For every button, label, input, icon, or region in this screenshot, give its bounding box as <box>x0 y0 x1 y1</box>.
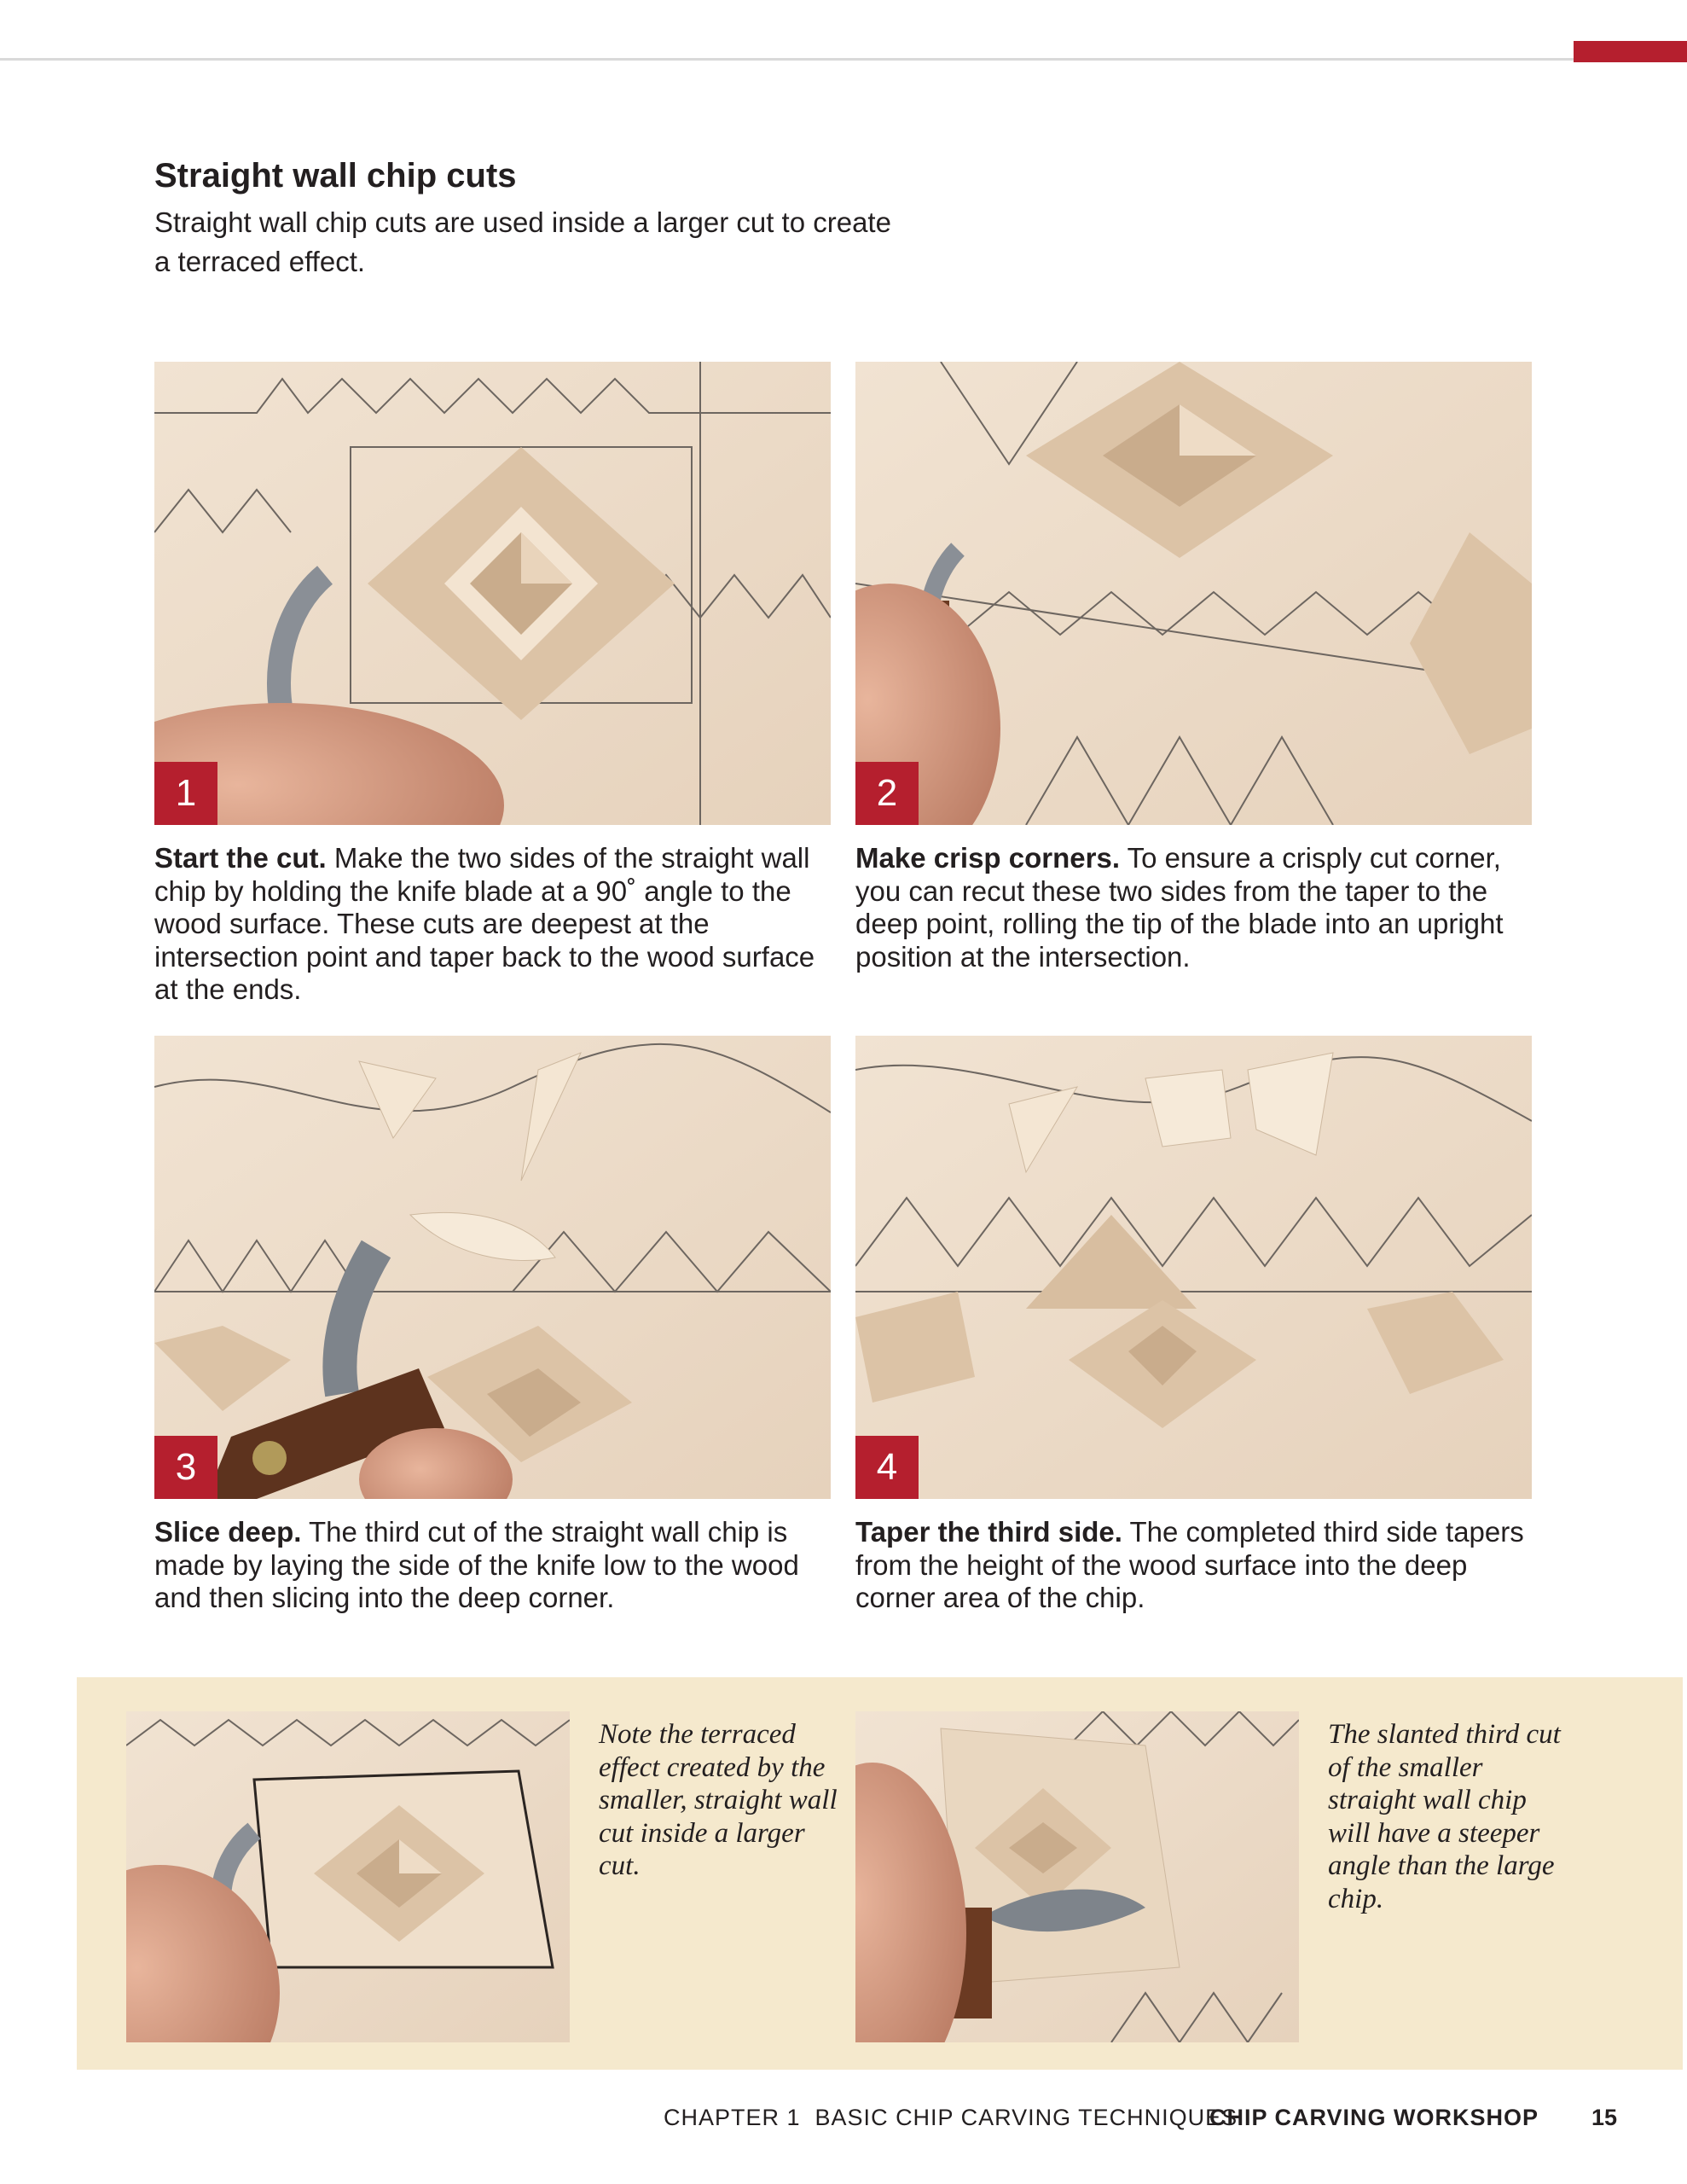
step-2-photo <box>855 362 1532 825</box>
sidebar-note-2: The slanted third cut of the smaller straight wall chip will have a steeper angle than the large chip. <box>1328 1719 1561 1914</box>
step-4-caption <box>855 1516 1533 1615</box>
sidebar-note-1: Note the terraced effect created by the smaller, straight wall cut inside a larger cut. <box>599 1719 838 1881</box>
sidebar-panel <box>77 1677 1683 2070</box>
step-3-number: 3 <box>154 1436 217 1499</box>
step-1-number: 1 <box>154 762 217 825</box>
step-1-photo <box>154 362 831 825</box>
section-intro: Straight wall chip cuts are used inside a larger cut to create a terraced effect. <box>154 206 891 277</box>
footer-chapter: CHAPTER 1 BASIC CHIP CARVING TECHNIQUES <box>664 2105 1238 2130</box>
step-3-photo <box>154 1036 831 1499</box>
step-4-photo <box>855 1036 1532 1499</box>
footer-book-title: CHIP CARVING WORKSHOP <box>1209 2105 1539 2130</box>
step-3-title: Slice deep. <box>154 1516 302 1548</box>
top-rule <box>0 58 1687 61</box>
sidebar-photo-2 <box>855 1711 1299 2042</box>
step-2-caption <box>855 842 1533 973</box>
step-4-text: The completed third side tapers from the height of the wood surface into the deep corner area of the chip. <box>855 1516 1524 1613</box>
step-3-caption <box>154 1516 832 1615</box>
step-1-text: Make the two sides of the straight wall chip by holding the knife blade at a 90˚ angle to the wood surface. These cuts are deepest at the intersection point and taper back to the wood surface at the ends. <box>154 842 815 1005</box>
chapter-color-tab <box>1574 41 1687 62</box>
step-3-text: The third cut of the straight wall chip is made by laying the side of the knife low to the wood and then slicing into the deep corner. <box>154 1516 799 1613</box>
step-4-number: 4 <box>855 1436 919 1499</box>
step-1-title: Start the cut. <box>154 842 327 874</box>
page-number: 15 <box>1591 2105 1618 2130</box>
step-2-title: Make crisp corners. <box>855 842 1120 874</box>
sidebar-photo-1 <box>126 1711 570 2042</box>
step-4-title: Taper the third side. <box>855 1516 1122 1548</box>
step-2-text: To ensure a crisply cut corner, you can recut these two sides from the taper to the deep point, rolling the tip of the blade into an upright position at the intersection. <box>855 842 1504 973</box>
step-2-number: 2 <box>855 762 919 825</box>
step-1-caption <box>154 842 832 1007</box>
section-title: Straight wall chip cuts <box>154 157 517 195</box>
